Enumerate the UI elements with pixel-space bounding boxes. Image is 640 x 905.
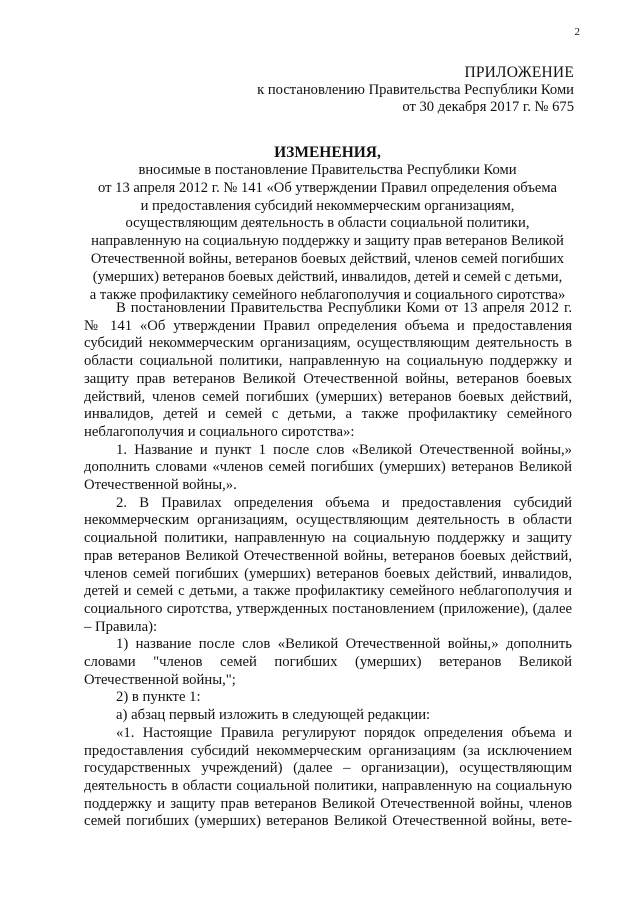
body-paragraph: а) абзац первый изложить в следующей редакции: (116, 707, 431, 724)
title-heading: ИЗМЕНЕНИЯ, (274, 144, 381, 161)
document-title (80, 144, 575, 304)
body-paragraph: В постановлении Правительства Республики Коми от 13 апреля 2012 г. № 141 «Об утверждении Правил определения объема и предоставления субсидий некоммерческим организациям, осуществляющим деятельность в области социальной политики, направленную на социальную поддержку и защиту прав ветеранов Великой Отечественной войны, ветеранов боевых действий, членов семей погибших (умерших) ветеранов боевых действий, инвалидов, детей и семей с детьми, а также профилактику семейного неблагополучия и социального сиротства»: (84, 300, 572, 440)
title-line: Отечественной войны, ветеранов боевых действий, членов семей погибших (90, 250, 565, 267)
body-paragraph: «1. Настоящие Правила регулируют порядок определения объема и предоставления субсидий некоммерческим организациям (за исключением государственных учреждений) (далее – организации), осуществляющим деятельность в области социальной политики, направленную на социальную поддержку и защиту прав ветеранов Великой Отечественной войны, членов семей погибших (умерших) ветеранов Великой Отечественной войны, вете- (84, 724, 572, 830)
body-paragraph: 2) в пункте 1: (116, 689, 201, 706)
appendix-date-line: от 30 декабря 2017 г. № 675 (402, 99, 574, 115)
appendix-header (174, 64, 574, 117)
title-line: вносимые в постановление Правительства Республики Коми (138, 162, 517, 178)
body-paragraph: 2. В Правилах определения объема и предоставления субсидий некоммерческим организациям, осуществляющим деятельность в области социальной политики, направленную на социальную поддержку и защиту прав ветеранов Великой Отечественной войны, ветеранов боевых действий, членов семей погибших (умерших) ветеранов боевых действий, инвалидов, детей и семей с детьми, а также профилактику семейного неблагополучия и социального сиротства, утвержденных постановлением (приложение), (далее – Правила): (84, 494, 572, 635)
appendix-line: к постановлению Правительства Республики Коми (257, 81, 574, 98)
body-paragraph: 1. Название и пункт 1 после слов «Великой Отечественной войны,» дополнить словами «членов семей погибших (умерших) ветеранов Великой Отечественной войны,». (84, 441, 572, 494)
title-line: от 13 апреля 2012 г. № 141 «Об утверждении Правил определения объема (98, 179, 557, 196)
page-number: 2 (574, 26, 580, 38)
title-line: осуществляющим деятельность в области социальной политики, (125, 215, 530, 232)
title-line: (умерших) ветеранов боевых действий, инвалидов, детей и семей с детьми, (92, 268, 563, 285)
title-line: а также профилактику семейного неблагополучия и социального сиротства» (89, 286, 566, 303)
appendix-heading: ПРИЛОЖЕНИЕ (464, 64, 574, 81)
document-body (84, 300, 572, 831)
body-paragraph: 1) название после слов «Великой Отечественной войны,» дополнить словами "членов семей погибших (умерших) ветеранов Великой Отечественной войны,"; (84, 636, 572, 688)
title-line: и предоставления субсидий некоммерческим организациям, (140, 197, 515, 214)
title-line: направленную на социальную поддержку и защиту прав ветеранов Великой (91, 233, 564, 250)
